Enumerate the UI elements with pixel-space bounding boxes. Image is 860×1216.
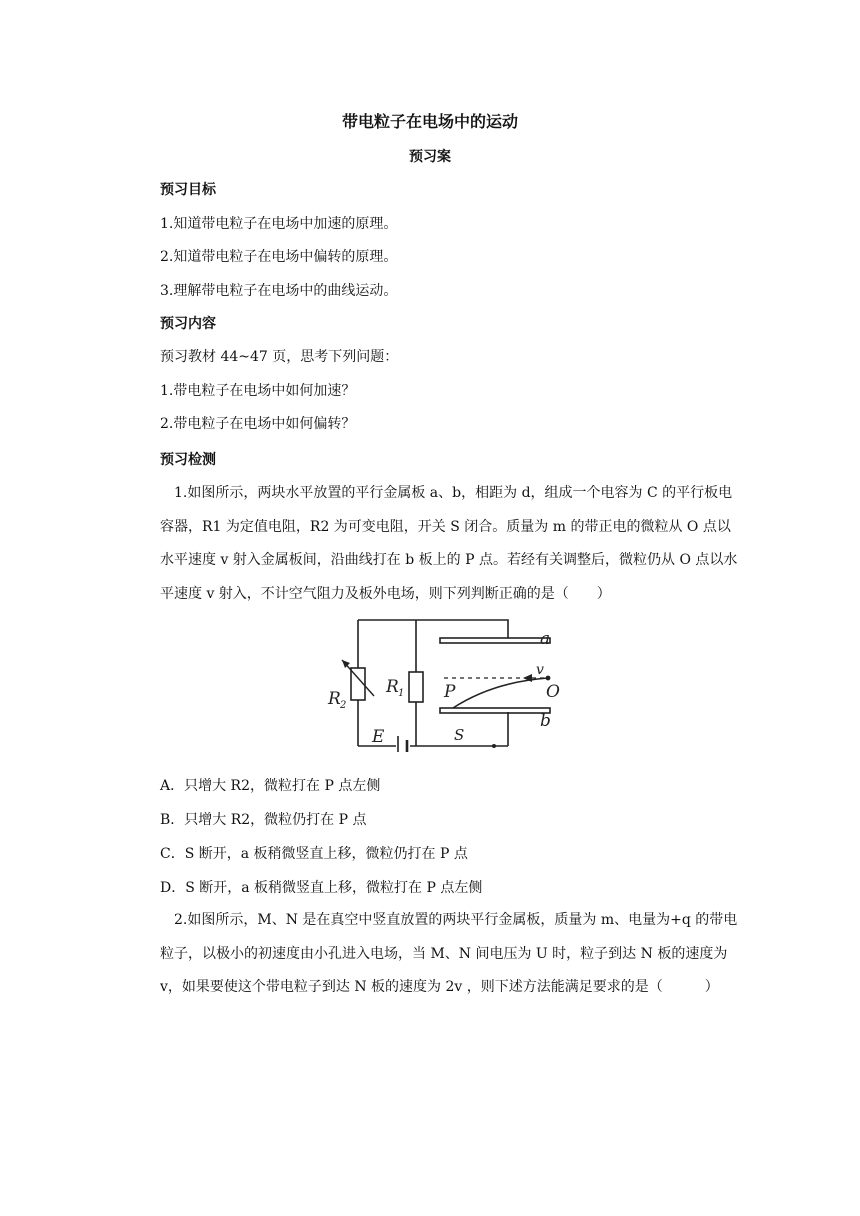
content-question: 2.带电粒子在电场中如何偏转？ bbox=[160, 416, 356, 432]
label-E: E bbox=[372, 727, 385, 747]
label-a: a bbox=[540, 629, 551, 649]
goal-item: 2.知道带电粒子在电场中偏转的原理。 bbox=[160, 249, 398, 265]
content-intro: 预习教材 44~47 页，思考下列问题： bbox=[160, 349, 399, 365]
label-R2: R bbox=[328, 689, 341, 709]
page-subtitle: 预习案 bbox=[409, 149, 451, 165]
goal-item: 3.理解带电粒子在电场中的曲线运动。 bbox=[160, 283, 398, 299]
circuit-diagram bbox=[318, 612, 578, 752]
question-2-text: 2.如图所示，M、N 是在真空中竖直放置的两块平行金属板，质量为 m、电量为+q 的带电粒子，以极小的初速度由小孔进入电场，当 M、N 间电压为 U 时，粒子到达 N 板的速度为 v，如果要使这个带电粒子到达 N 板的速度为 2v ，则下述方法能满足要求的是（ ） bbox=[160, 912, 738, 995]
option-d: D．S 断开，a 板稍微竖直上移，微粒打在 P 点左侧 bbox=[160, 880, 483, 896]
page-title: 带电粒子在电场中的运动 bbox=[341, 112, 518, 131]
option-a: A．只增大 R2，微粒打在 P 点左侧 bbox=[160, 778, 381, 794]
label-R1-sub: 1 bbox=[398, 688, 405, 699]
goal-item: 1.知道带电粒子在电场中加速的原理。 bbox=[160, 216, 398, 232]
option-c: C．S 断开，a 板稍微竖直上移，微粒仍打在 P 点 bbox=[160, 846, 468, 862]
r1-resistor bbox=[409, 672, 423, 702]
content-question: 1.带电粒子在电场中如何加速？ bbox=[160, 383, 356, 399]
label-O: O bbox=[546, 682, 560, 702]
label-R2-sub: 2 bbox=[340, 700, 347, 711]
label-S: S bbox=[454, 726, 465, 744]
content-heading: 预习内容 bbox=[160, 316, 216, 332]
label-P: P bbox=[444, 682, 456, 702]
question-2 bbox=[160, 904, 740, 1005]
option-b: B．只增大 R2，微粒仍打在 P 点 bbox=[160, 812, 367, 828]
question-1 bbox=[160, 477, 740, 611]
goals-heading: 预习目标 bbox=[160, 182, 216, 198]
check-heading: 预习检测 bbox=[160, 452, 216, 468]
label-R1: R bbox=[386, 677, 399, 697]
label-v: v bbox=[536, 662, 544, 678]
question-1-text: 1.如图所示，两块水平放置的平行金属板 a、b，相距为 d，组成一个电容为 C 的平行板电容器，R1 为定值电阻，R2 为可变电阻，开关 S 闭合。质量为 m 的带正电的微粒从 O 点以水平速度 v 射入金属板间，沿曲线打在 b 板上的 P 点。若经有关调整后，微粒仍从 O 点以水平速度 v 射入，不计空气阻力及板外电场，则下列判断正确的是（ ） bbox=[160, 485, 738, 602]
label-b: b bbox=[540, 711, 551, 731]
